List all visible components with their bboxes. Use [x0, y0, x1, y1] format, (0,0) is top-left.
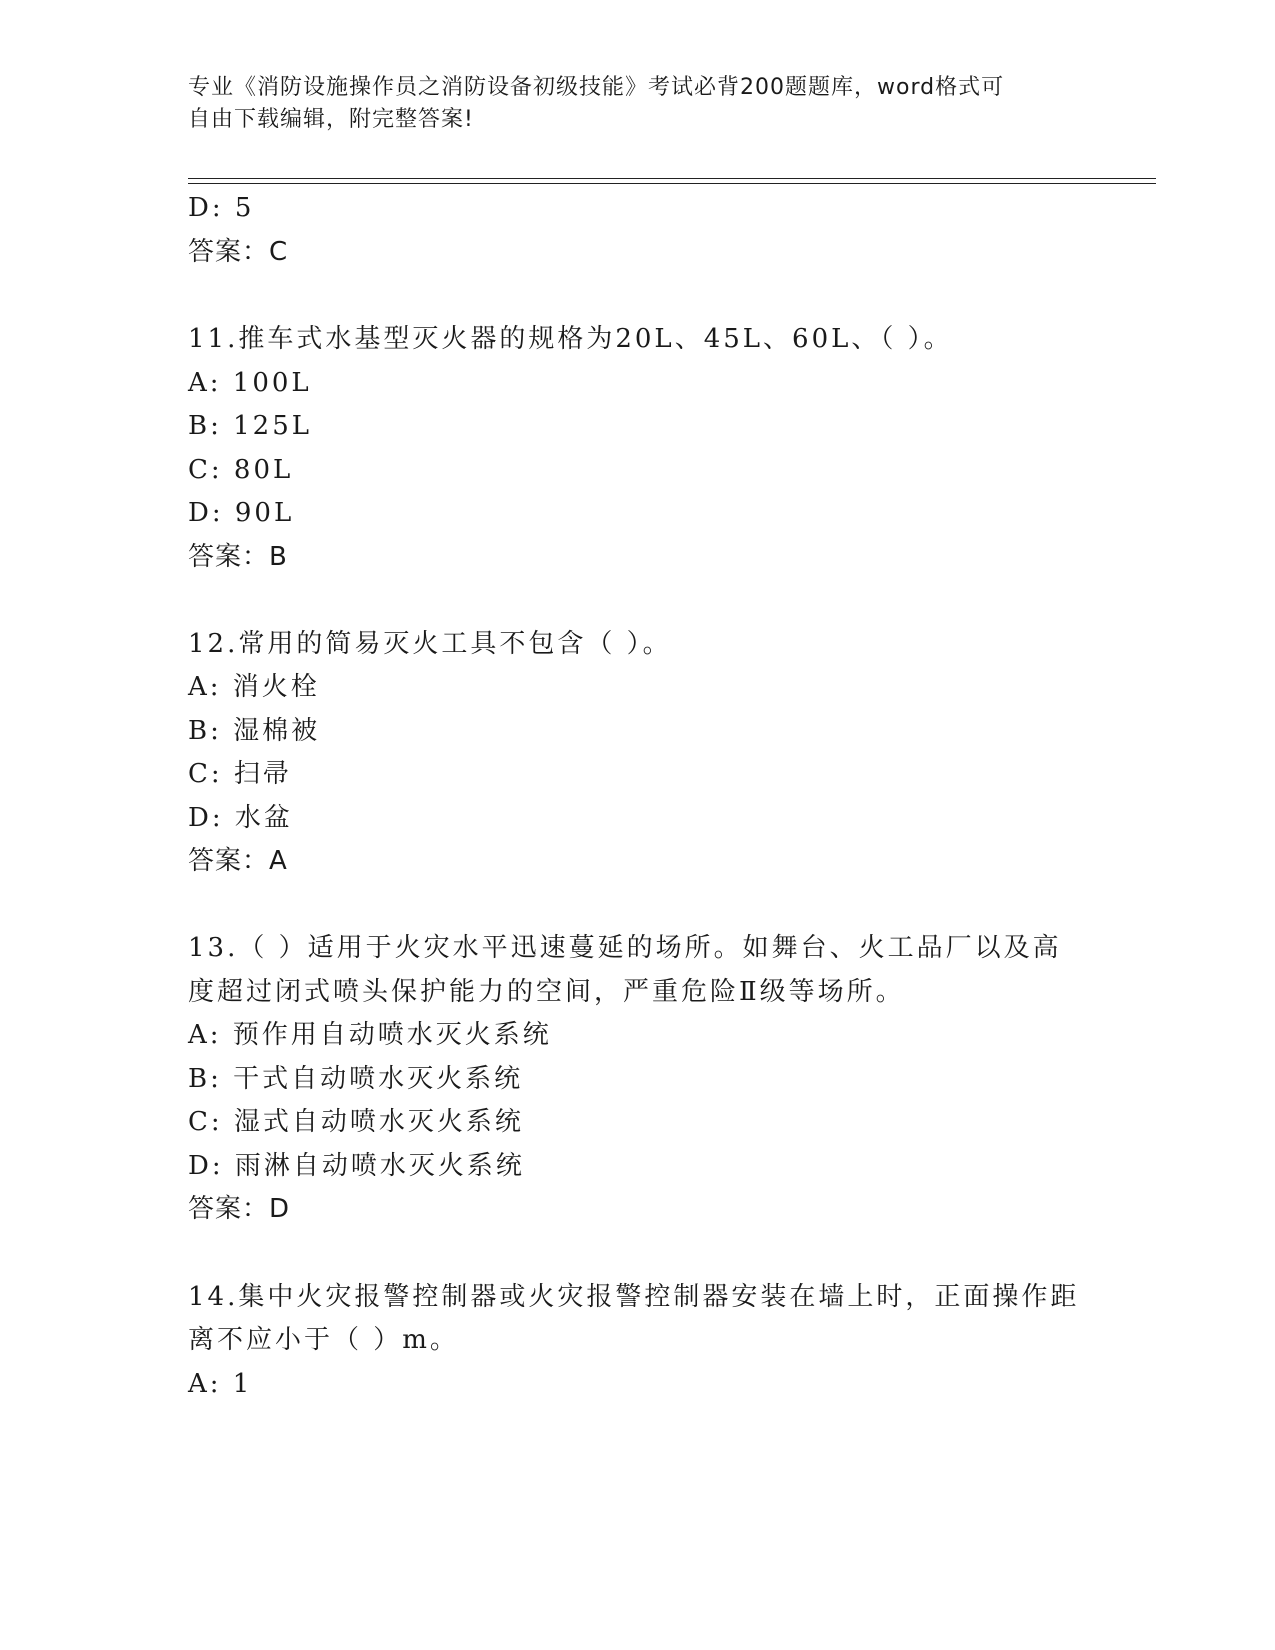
q12-option-b: B: 湿棉被	[188, 716, 321, 746]
q14-option-a: A: 1	[188, 1369, 253, 1399]
q14-stem-line-2: 离不应小于（ ）m。	[188, 1325, 459, 1355]
q12-option-a: A: 消火栓	[188, 672, 320, 702]
q13-answer: 答案：D	[188, 1194, 291, 1224]
q11-option-b: B: 125L	[188, 411, 313, 441]
q13-option-a: A: 预作用自动喷水灭火系统	[188, 1020, 552, 1050]
q13-option-c: C: 湿式自动喷水灭火系统	[188, 1107, 524, 1137]
prev-option-d: D: 5	[188, 193, 255, 223]
q11-answer: 答案：B	[188, 542, 288, 572]
q14-stem-line-1: 14.集中火灾报警控制器或火灾报警控制器安装在墙上时，正面操作距	[188, 1282, 1080, 1312]
q12-stem: 12.常用的简易灭火工具不包含（ ）。	[188, 629, 672, 659]
q13-stem-line-2: 度超过闭式喷头保护能力的空间，严重危险Ⅱ级等场所。	[188, 977, 905, 1007]
q11-option-c: C: 80L	[188, 455, 294, 485]
header-line-1: 专业《消防设施操作员之消防设备初级技能》考试必背200题题库，word格式可	[188, 75, 1005, 100]
q13-option-b: B: 干式自动喷水灭火系统	[188, 1064, 524, 1094]
q11-option-d: D: 90L	[188, 498, 295, 528]
prev-answer: 答案：C	[188, 237, 289, 267]
header-line-2: 自由下载编辑，附完整答案!	[188, 107, 474, 132]
document-header	[188, 72, 1088, 136]
q12-option-c: C: 扫帚	[188, 759, 292, 789]
q11-stem: 11.推车式水基型灭火器的规格为20L、45L、60L、（ ）。	[188, 324, 953, 354]
q12-option-d: D: 水盆	[188, 803, 293, 833]
header-rule-top	[188, 178, 1156, 179]
q13-option-d: D: 雨淋自动喷水灭火系统	[188, 1151, 525, 1181]
q12-answer: 答案：A	[188, 846, 288, 876]
q13-stem-line-1: 13.（ ）适用于火灾水平迅速蔓延的场所。如舞台、火工品厂以及高	[188, 933, 1062, 963]
header-rule-bottom	[188, 183, 1156, 184]
q11-option-a: A: 100L	[188, 368, 312, 398]
